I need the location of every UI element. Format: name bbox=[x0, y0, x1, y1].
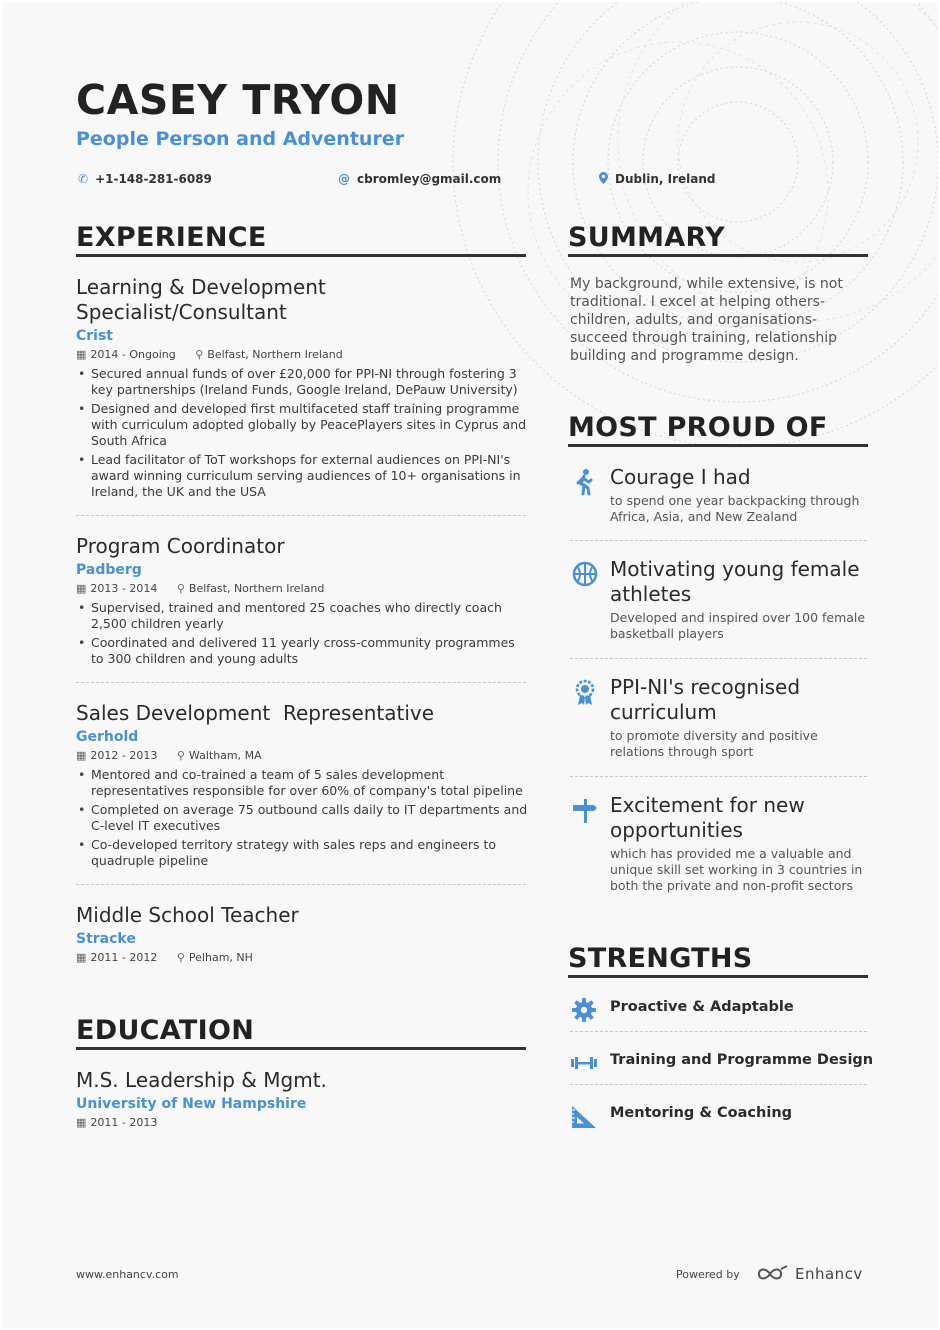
phone-icon: ✆ bbox=[78, 172, 89, 186]
calendar-icon: ▦ bbox=[76, 582, 87, 595]
location-text: Dublin, Ireland bbox=[615, 172, 716, 186]
proud-item bbox=[570, 465, 870, 525]
calendar-icon: ▦ bbox=[76, 1116, 87, 1129]
divider bbox=[76, 884, 526, 885]
job-dates: 2011 - 2012 bbox=[90, 951, 158, 964]
walking-person-icon bbox=[570, 467, 600, 497]
strength-item bbox=[570, 1049, 874, 1079]
proud-title: Courage I had bbox=[610, 465, 751, 489]
job-dates: 2012 - 2013 bbox=[90, 749, 158, 762]
education-dates: 2011 - 2013 bbox=[90, 1116, 158, 1129]
basketball-icon bbox=[570, 559, 600, 589]
resume-page bbox=[2, 2, 938, 1328]
summary-heading: SUMMARY bbox=[568, 222, 868, 257]
contact-location bbox=[599, 172, 715, 186]
experience-item bbox=[76, 701, 528, 872]
powered-by-label: Powered by bbox=[676, 1268, 740, 1281]
job-company: Gerhold bbox=[76, 729, 139, 745]
job-company: Stracke bbox=[76, 931, 136, 947]
at-sign-icon: @ bbox=[338, 172, 350, 186]
job-location: Belfast, Northern Ireland bbox=[207, 348, 343, 361]
strength-label: Mentoring & Coaching bbox=[610, 1105, 793, 1121]
proud-title: Motivating young female athletes bbox=[610, 557, 860, 606]
divider bbox=[570, 1084, 867, 1085]
experience-item bbox=[76, 275, 528, 503]
strength-item bbox=[570, 996, 870, 1026]
map-pin-icon bbox=[599, 172, 608, 184]
proud-title: Excitement for new opportunities bbox=[610, 793, 805, 842]
job-title: Middle School Teacher bbox=[76, 903, 299, 927]
job-bullet: • Coordinated and delivered 11 yearly cross-community programmes to 300 children and young adults bbox=[91, 635, 528, 667]
job-title: Program Coordinator bbox=[76, 534, 285, 558]
divider bbox=[570, 776, 867, 777]
summary-text: My background, while extensive, is not traditional. I excel at helping others- children, adults, and organisations- succeed through training, relationship building and programme design. bbox=[570, 276, 843, 364]
proud-title: PPI-NI's recognised curriculum bbox=[610, 675, 801, 724]
contact-email[interactable] bbox=[338, 172, 501, 186]
experience-item bbox=[76, 903, 528, 964]
job-company: Padberg bbox=[76, 562, 142, 578]
proud-item bbox=[570, 793, 870, 894]
gear-icon bbox=[570, 996, 598, 1024]
calendar-icon: ▦ bbox=[76, 951, 87, 964]
candidate-name: CASEY TRYON bbox=[76, 76, 400, 124]
proud-item bbox=[570, 557, 870, 642]
calendar-icon: ▦ bbox=[76, 749, 87, 762]
map-pin-icon: ⚲ bbox=[176, 582, 185, 595]
strength-item bbox=[570, 1102, 870, 1132]
proud-description: to spend one year backpacking through Africa, Asia, and New Zealand bbox=[610, 493, 860, 524]
map-pin-icon: ⚲ bbox=[195, 348, 204, 361]
degree-title: M.S. Leadership & Mgmt. bbox=[76, 1068, 327, 1092]
divider bbox=[570, 658, 867, 659]
strengths-heading: STRENGTHS bbox=[568, 943, 868, 978]
job-location: Belfast, Northern Ireland bbox=[188, 582, 325, 595]
job-company: Crist bbox=[76, 328, 114, 344]
job-bullet: • Mentored and co-trained a team of 5 sales development representatives responsible for over 60% of company's total pipeline bbox=[91, 767, 528, 799]
school-name: University of New Hampshire bbox=[76, 1096, 307, 1112]
job-title: Sales Development Representative bbox=[76, 701, 435, 725]
email-text[interactable]: cbromley@gmail.com bbox=[357, 172, 502, 186]
award-ribbon-icon bbox=[570, 677, 600, 707]
education-heading: EDUCATION bbox=[76, 1015, 526, 1050]
strength-label: Training and Programme Design bbox=[610, 1052, 874, 1068]
job-location: Waltham, MA bbox=[188, 749, 262, 762]
proud-item bbox=[570, 675, 870, 760]
job-meta bbox=[76, 582, 528, 595]
job-bullets bbox=[76, 600, 528, 667]
calendar-icon: ▦ bbox=[76, 348, 87, 361]
job-meta bbox=[76, 749, 528, 762]
phone-text: +1-148-281-6089 bbox=[95, 172, 212, 186]
proud-description: which has provided me a valuable and unique skill set working in 3 countries in both the private and non-profit sectors bbox=[610, 846, 863, 893]
divider bbox=[76, 515, 526, 516]
most-proud-heading: MOST PROUD OF bbox=[568, 412, 868, 447]
divider bbox=[570, 1031, 867, 1032]
divider bbox=[570, 540, 867, 541]
job-bullet: • Completed on average 75 outbound calls daily to IT departments and C-level IT executives bbox=[91, 802, 528, 834]
dumbbell-icon bbox=[570, 1049, 598, 1077]
set-square-icon bbox=[570, 1102, 598, 1130]
strength-label: Proactive & Adaptable bbox=[610, 999, 794, 1015]
job-meta bbox=[76, 348, 528, 361]
job-bullet: • Lead facilitator of ToT workshops for external audiences on PPI-NI's award winning curriculum serving audiences of 10+ organisations in Ireland, the UK and the USA bbox=[91, 452, 528, 500]
experience-item bbox=[76, 534, 528, 670]
footer-url[interactable]: www.enhancv.com bbox=[76, 1268, 179, 1281]
job-meta bbox=[76, 951, 528, 964]
job-location: Pelham, NH bbox=[188, 951, 253, 964]
job-bullet: • Supervised, trained and mentored 25 coaches who directly coach 2,500 children yearly bbox=[91, 600, 528, 632]
map-pin-icon: ⚲ bbox=[176, 749, 185, 762]
candidate-tagline: People Person and Adventurer bbox=[76, 128, 405, 150]
contact-phone bbox=[78, 172, 212, 186]
proud-description: Developed and inspired over 100 female basketball players bbox=[610, 610, 866, 641]
proud-description: to promote diversity and positive relations through sport bbox=[610, 728, 818, 759]
signpost-icon bbox=[570, 795, 600, 825]
job-bullet: • Designed and developed first multifaceted staff training programme with curriculum adopted globally by PeacePlayers sites in Cyprus and South Africa bbox=[91, 401, 528, 449]
job-bullet: • Co-developed territory strategy with sales reps and engineers to quadruple pipeline bbox=[91, 837, 528, 869]
job-title: Learning & Development Specialist/Consultant bbox=[76, 275, 326, 324]
job-dates: 2014 - Ongoing bbox=[90, 348, 176, 361]
divider bbox=[76, 682, 526, 683]
job-bullet: • Secured annual funds of over £20,000 for PPI-NI through fostering 3 key partnerships (Ireland Funds, Google Ireland, DePauw University) bbox=[91, 366, 528, 398]
job-bullets bbox=[76, 366, 528, 500]
experience-heading: EXPERIENCE bbox=[76, 222, 526, 257]
education-meta bbox=[76, 1116, 528, 1129]
enhancv-logo-icon bbox=[756, 1262, 790, 1286]
job-bullets bbox=[76, 767, 528, 869]
education-item bbox=[76, 1068, 528, 1129]
map-pin-icon: ⚲ bbox=[176, 951, 185, 964]
job-dates: 2013 - 2014 bbox=[90, 582, 158, 595]
brand-name[interactable]: Enhancv bbox=[795, 1265, 863, 1283]
